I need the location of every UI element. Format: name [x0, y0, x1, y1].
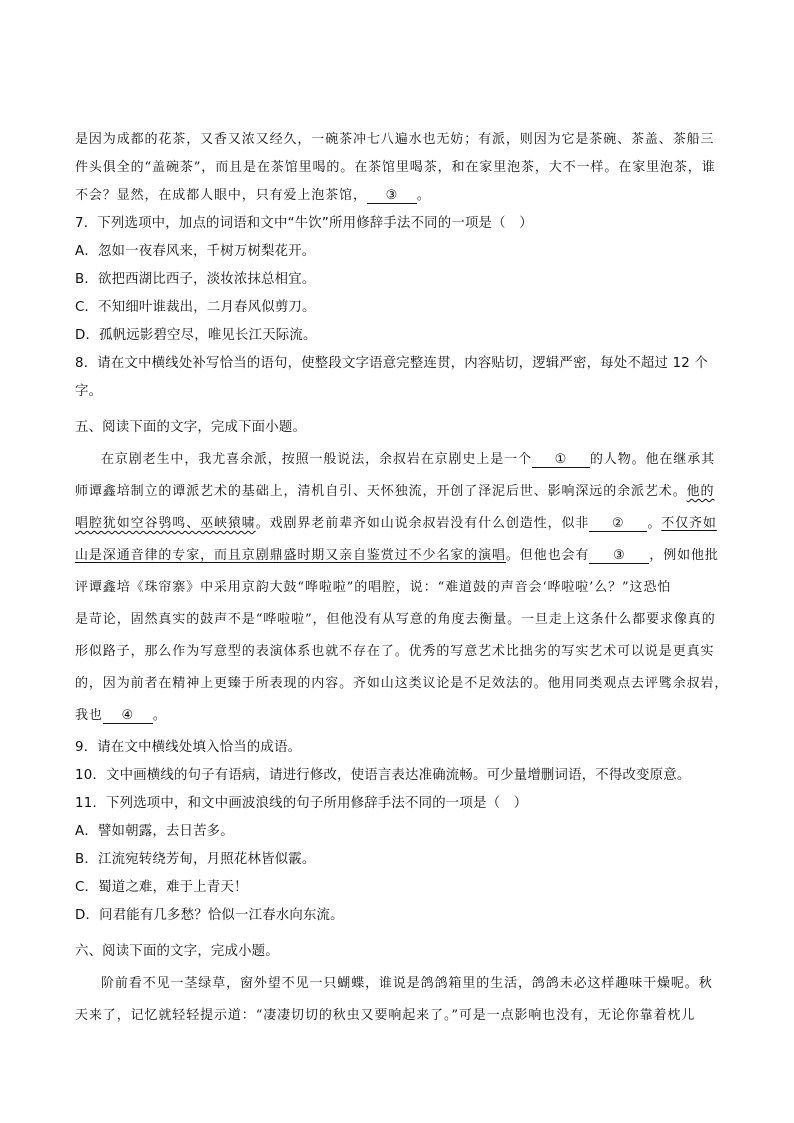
- question-11-option-b: B．江流宛转绕芳甸，月照花林皆似霰。: [75, 852, 316, 867]
- question-7-option-a: A．忽如一夜春风来，千树万树梨花开。: [75, 244, 316, 259]
- passage4-line3-text: 不会？显然，在成都人眼中，只有爱上泡茶馆，: [75, 188, 367, 203]
- section-6-line1: 阶前看不见一茎绿草，窗外望不见一只蝴蝶，谁说是鸽鸽箱里的生活，鸽鸽未必这样趣味干燥呢。秋: [101, 976, 713, 991]
- section-5-line5: 评谭鑫培《珠帘寨》中采用京韵大鼓“哗啦啦”的唱腔，说：“难道鼓的声音会‘哗啦啦’么？”这恐怕: [75, 580, 672, 595]
- question-11-stem: 11．下列选项中，和文中画波浪线的句子所用修辞手法不同的一项是（ ）: [75, 796, 528, 811]
- section-5-line3: [75, 512, 725, 532]
- question-7-option-c: C．不知细叶谁裁出，二月春风似剪刀。: [75, 300, 316, 315]
- question-10: 10．文中画横线的句子有语病，请进行修改，使语言表达准确流畅。可少量增删词语，不得改变原意。: [75, 768, 691, 783]
- s5-l4-text: 。但他也会有: [505, 548, 590, 563]
- passage4-line3-end: 。: [416, 188, 431, 203]
- question-11-option-d: D．问君能有几多愁？恰似一江春水向东流。: [75, 908, 344, 923]
- question-8-line2: 字。: [75, 384, 103, 399]
- section-5-heading: 五、阅读下面的文字，完成下面小题。: [75, 420, 307, 435]
- section-6-line2: 天来了，记忆就轻轻提示道：“凄凄切切的秋虫又要响起来了。”可是一点影响也没有，无论你靠着枕儿: [75, 1008, 696, 1023]
- answer-blank-1[interactable]: ①: [532, 453, 590, 468]
- answer-blank-2[interactable]: ②: [589, 517, 647, 532]
- section-5-line4: [75, 544, 725, 564]
- section-5-line7: 形似路子，那么作为写意型的表演体系也就不存在了。优秀的写意艺术比拙劣的写实艺术可以说是更真实: [75, 644, 715, 659]
- wavy-underlined-sentence-end: 唱腔犹如空谷鸮鸣、巫峡猿啸: [75, 516, 256, 531]
- section-5-line9: [75, 704, 725, 724]
- s5-l3-text: 。戏剧界老前辈齐如山说余叔岩没有什么创造性，似非: [255, 516, 590, 531]
- underlined-sentence-end: 山是深通音律的专家，而且京剧鼎盛时期又亲自鉴赏过不少名家的演唱: [75, 548, 506, 563]
- question-11-option-a: A．譬如朝露，去日苦多。: [75, 824, 234, 839]
- question-8-line1: 8．请在文中横线处补写恰当的语句，使整段文字语意完整连贯，内容贴切，逻辑严密，每处不超过 12 个: [75, 356, 709, 371]
- s5-l9-text: 我也: [75, 708, 103, 723]
- answer-blank-3b[interactable]: ③: [589, 549, 649, 564]
- section-5-line2: [75, 480, 725, 499]
- s5-l1-text: 在京剧老生中，我尤喜余派，按照一般说法，余叔岩在京剧史上是一个: [101, 452, 532, 467]
- answer-blank-3[interactable]: ③: [367, 189, 417, 204]
- wavy-underlined-sentence-start: 他的: [686, 484, 715, 499]
- section-6-heading: 六、阅读下面的文字，完成小题。: [75, 944, 279, 959]
- section-5-line6: 是苛论，固然真实的鼓声不是“哗啦啦”，但他没有从写意的角度去衡量。一旦走上这条什么都要求像真的: [75, 612, 716, 627]
- passage4-line3: [75, 184, 725, 204]
- s5-l4-end: ，例如他批: [649, 548, 719, 563]
- s5-l1-end: 的人物。他在继承其: [589, 452, 716, 467]
- s5-l3-period: 。: [647, 516, 662, 531]
- section-5-line8: 的，因为前者在精神上更臻于所表现的内容。齐如山这类议论是不足效法的。他用同类观点去评骘余叔岩，: [75, 676, 729, 691]
- s5-l2-text: 师谭鑫培制立的谭派艺术的基础上，清机自引、天怀独流，开创了泽泥后世、影响深远的余派艺术。: [75, 484, 687, 499]
- question-11-option-c: C．蜀道之难，难于上青天！: [75, 880, 248, 895]
- question-7-option-b: B．欲把西湖比西子，淡妆浓抹总相宜。: [75, 272, 316, 287]
- passage4-line1: 是因为成都的花茶，又香又浓又经久，一碗茶冲七八遍水也无妨；有派，则因为它是茶碗、茶盖、茶船三: [75, 132, 715, 147]
- s5-l9-end: 。: [152, 708, 167, 723]
- passage4-line2: 件头俱全的“盖碗茶”，而且是在茶馆里喝的。在茶馆里喝茶，和在家里泡茶，大不一样。在家里泡茶，谁: [75, 160, 716, 175]
- underlined-sentence-start: 不仅齐如: [661, 516, 717, 531]
- question-7-option-d: D．孤帆远影碧空尽，唯见长江天际流。: [75, 328, 317, 343]
- section-5-line1: [75, 448, 751, 468]
- answer-blank-4[interactable]: ④: [103, 709, 153, 724]
- question-9: 9．请在文中横线处填入恰当的成语。: [75, 740, 302, 755]
- question-7-stem: 7．下列选项中，加点的词语和文中“牛饮”所用修辞手法不同的一项是（ ）: [75, 216, 533, 231]
